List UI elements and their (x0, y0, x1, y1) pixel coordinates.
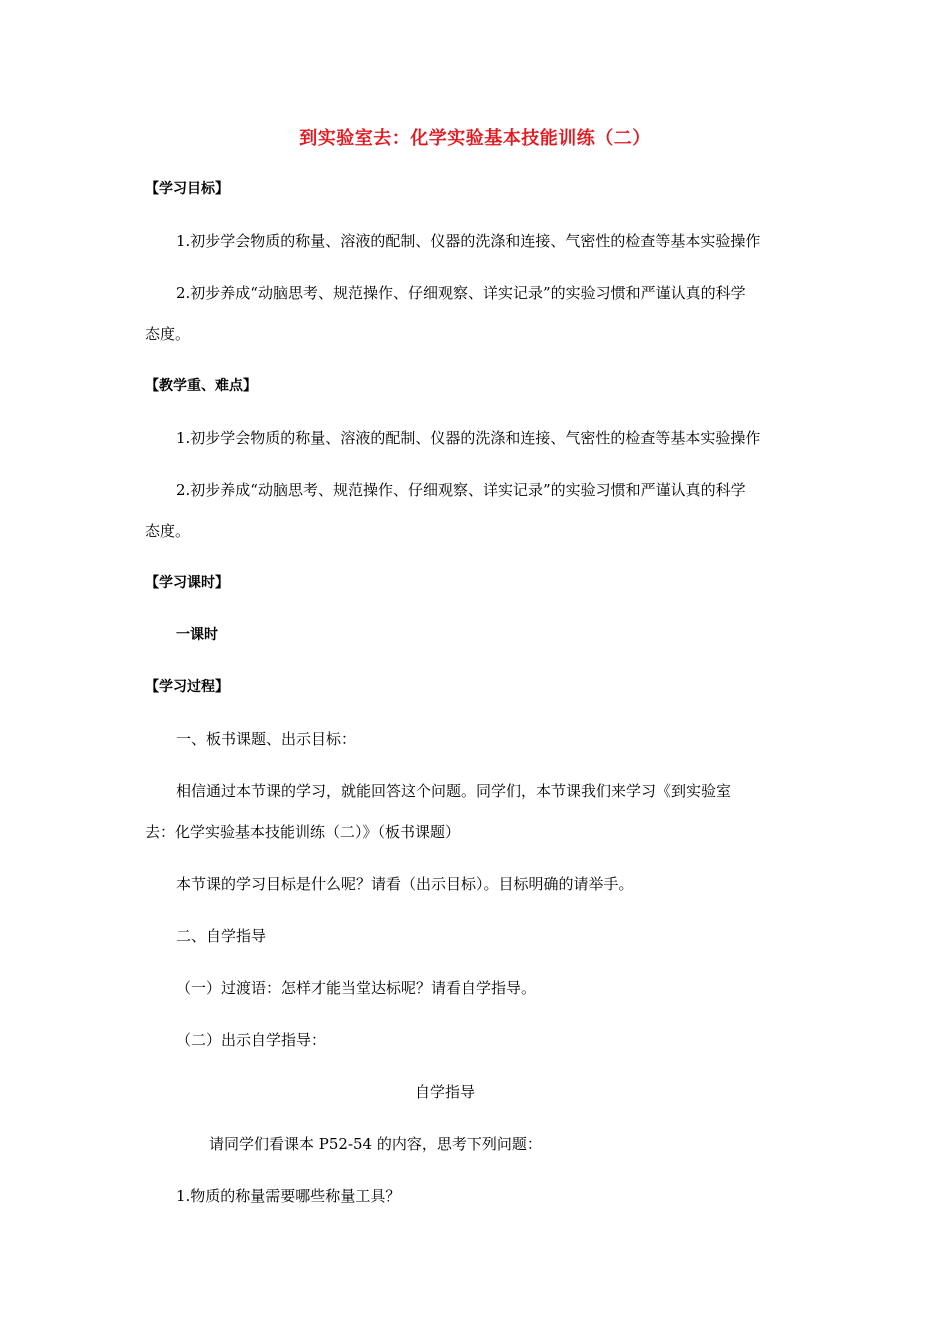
key-points-item-1: 1.初步学会物质的称量、溶液的配制、仪器的洗涤和连接、气密性的检查等基本实验操作 (176, 429, 761, 447)
process-step-1: 一、板书课题、出示目标： (176, 730, 357, 748)
process-sub-1: （一）过渡语：怎样才能当堂达标呢？请看自学指导。 (176, 979, 537, 997)
document-title: 到实验室去：化学实验基本技能训练（二） (299, 128, 651, 149)
hours-value: 一课时 (176, 627, 218, 643)
process-para-1-line-2: 去：化学实验基本技能训练（二）》（板书课题） (145, 823, 461, 841)
self-study-intro: 请同学们看课本 P52-54 的内容，思考下列问题： (209, 1135, 542, 1153)
hours-heading: 【学习课时】 (145, 575, 229, 591)
goals-item-1: 1.初步学会物质的称量、溶液的配制、仪器的洗涤和连接、气密性的检查等基本实验操作 (176, 232, 761, 250)
process-para-2: 本节课的学习目标是什么呢？请看（出示目标）。目标明确的请举手。 (176, 875, 634, 893)
key-points-item-2-line-1: 2.初步养成“动脑思考、规范操作、仔细观察、详实记录”的实验习惯和严谨认真的科学 (176, 481, 746, 499)
process-para-1-line-1: 相信通过本节课的学习，就能回答这个问题。同学们，本节课我们来学习《到实验室 (176, 782, 732, 800)
goals-heading: 【学习目标】 (145, 181, 229, 197)
process-step-2: 二、自学指导 (176, 927, 267, 945)
key-points-item-2-line-2: 态度。 (145, 522, 191, 540)
process-heading: 【学习过程】 (145, 679, 229, 695)
process-sub-2: （二）出示自学指导： (176, 1031, 327, 1049)
self-study-title: 自学指导 (414, 1083, 475, 1101)
goals-item-2-line-1: 2.初步养成“动脑思考、规范操作、仔细观察、详实记录”的实验习惯和严谨认真的科学 (176, 284, 746, 302)
self-study-question-1: 1.物质的称量需要哪些称量工具？ (176, 1187, 401, 1205)
goals-item-2-line-2: 态度。 (145, 325, 191, 343)
key-points-heading: 【教学重、难点】 (145, 378, 257, 394)
